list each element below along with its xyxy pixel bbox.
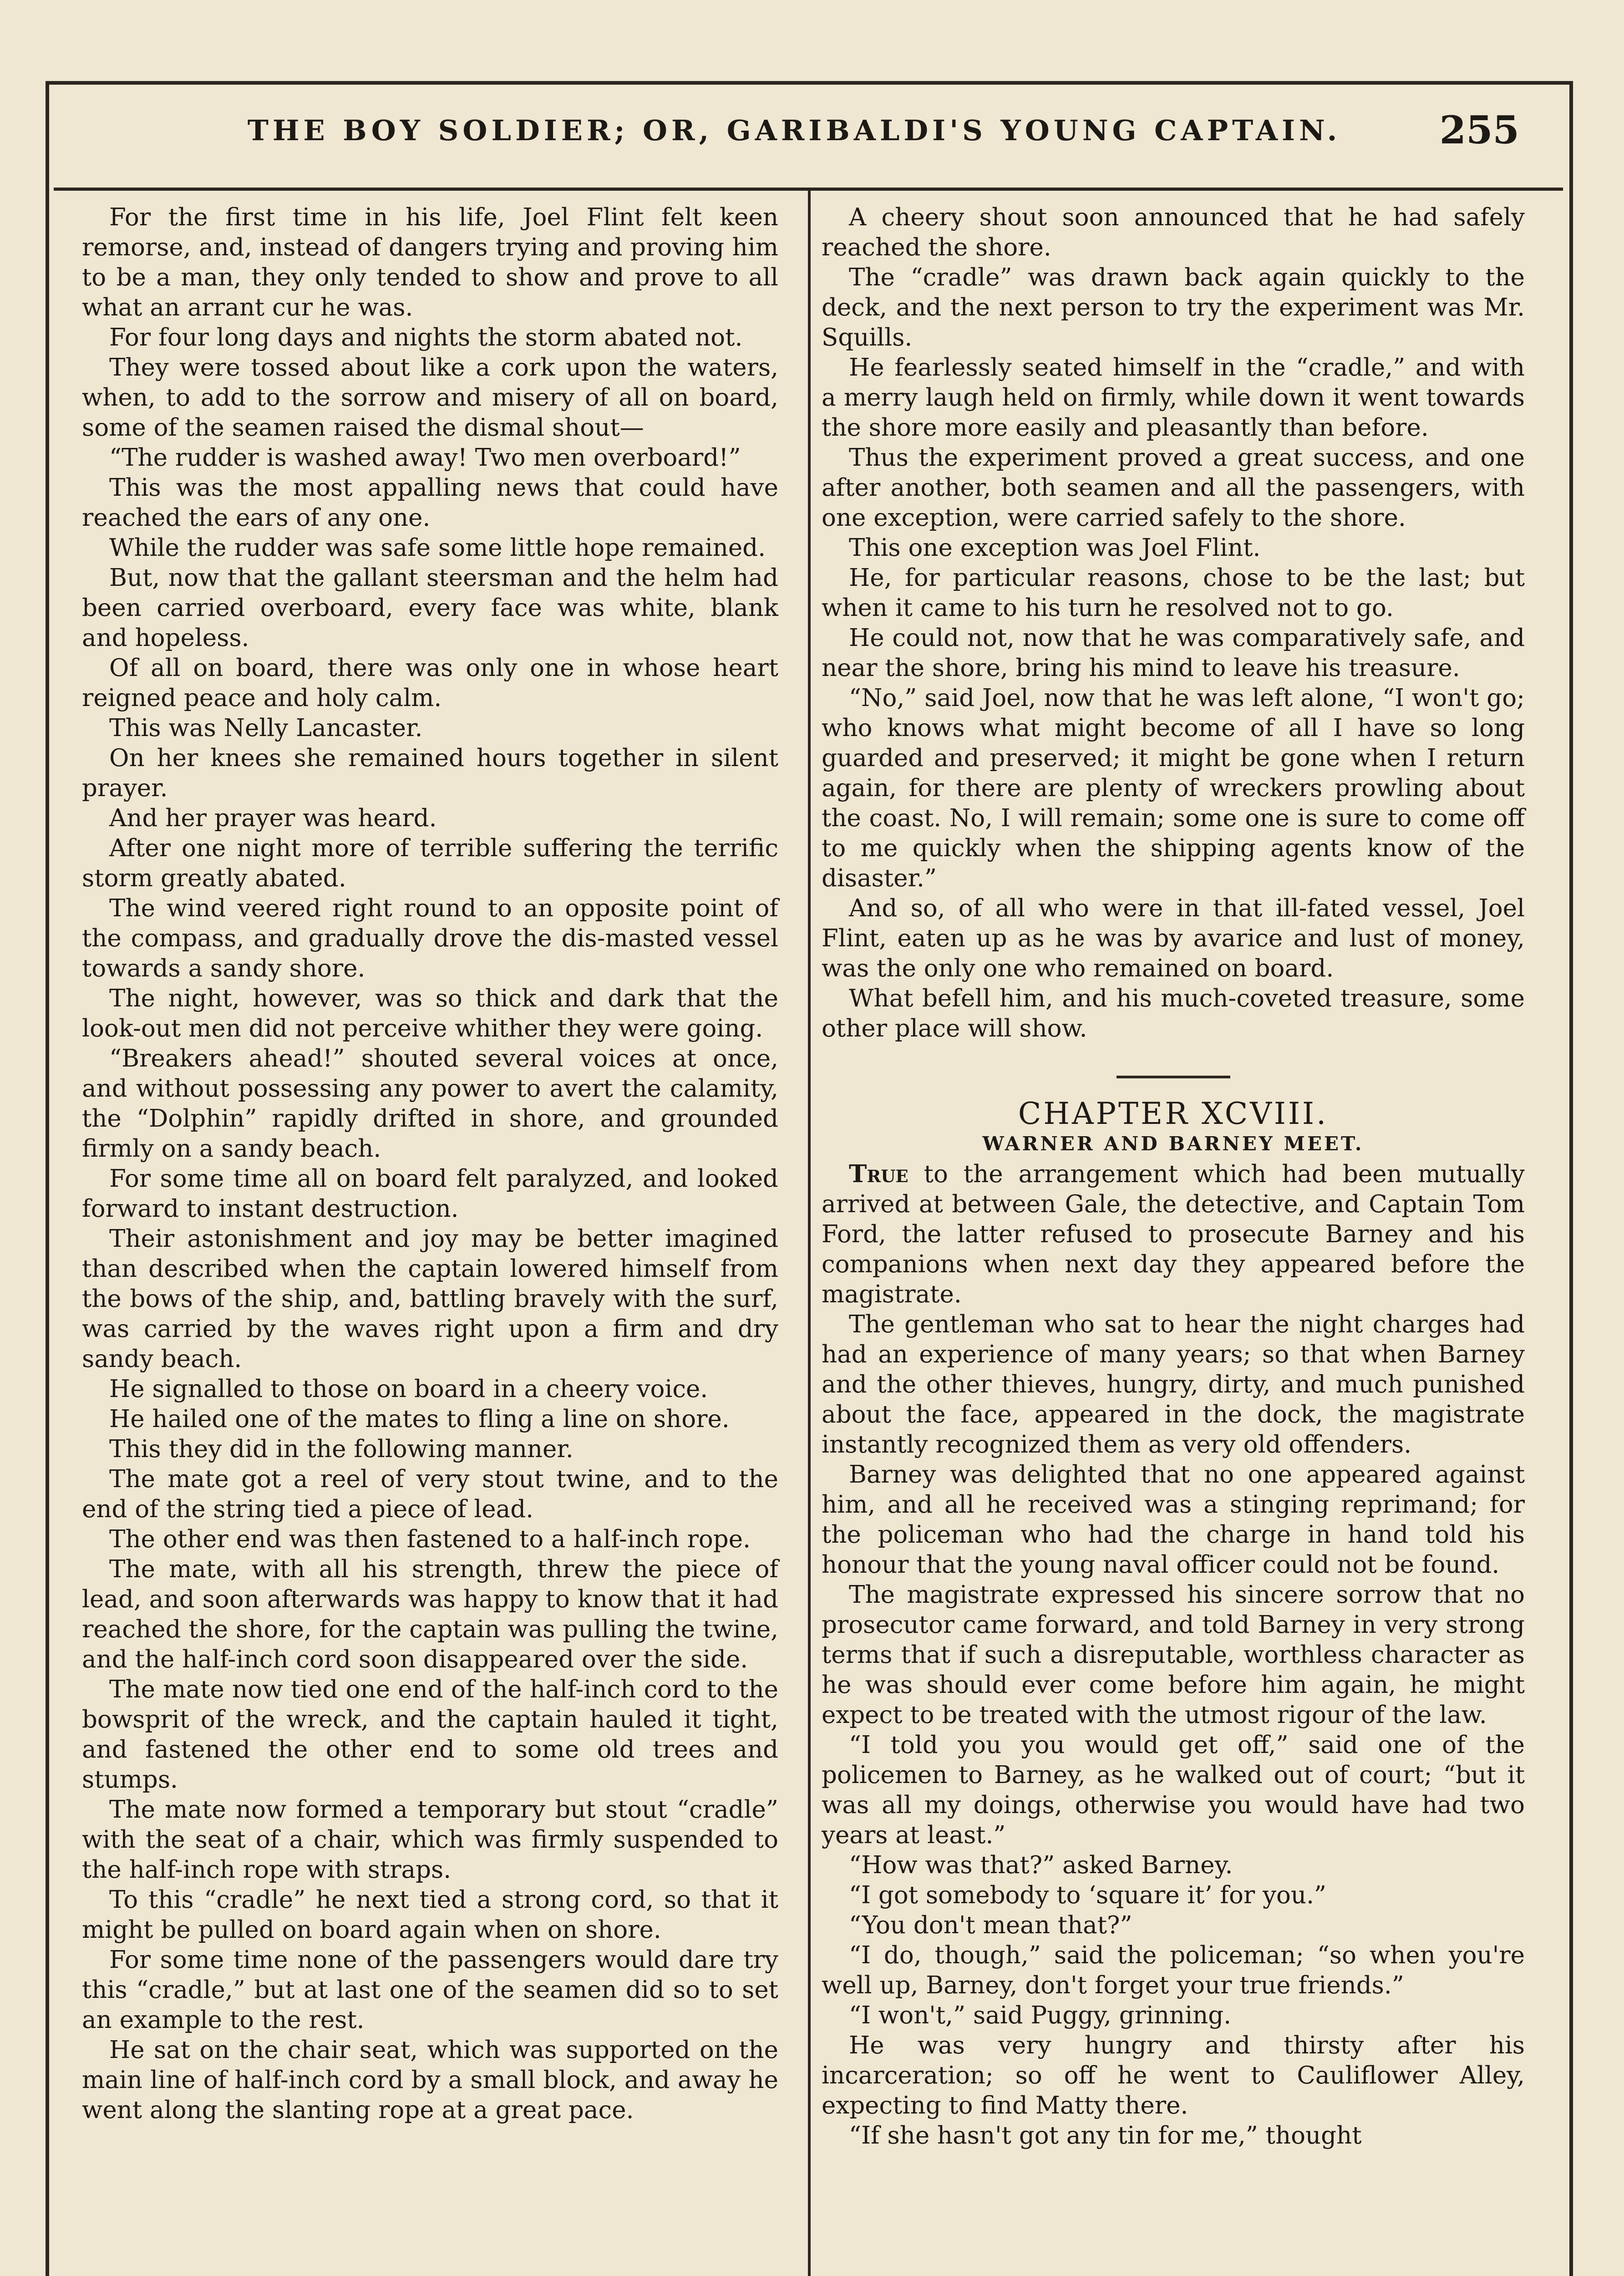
paragraph: He hailed one of the mates to fling a line on shore. — [109, 1405, 730, 1433]
paragraph: The mate got a reel of very stout twine, and to the end of the string tied a piece of lead. — [82, 1465, 778, 1523]
paragraph: While the rudder was safe some little hope remained. — [109, 534, 766, 562]
paragraph: He was very hungry and thirsty after his incarceration; so off he went to Cauliflower Alley, expecting to find Matty there. — [822, 2032, 1525, 2119]
paragraph: What befell him, and his much-coveted treasure, some other place will show. — [822, 985, 1525, 1042]
paragraph: And so, of all who were in that ill-fated vessel, Joel Flint, eaten up as he was by avarice and lust of money, was the only one who remained on board. — [822, 894, 1525, 982]
paragraph: He sat on the chair seat, which was supported on the main line of half-inch cord by a small block, and away he went along the slanting rope at a great pace. — [82, 2036, 778, 2124]
paragraph: Barney was delighted that no one appeared against him, and all he received was a stinging reprimand; for the policeman who had the charge in hand told his honour that the young naval officer could not be found. — [822, 1461, 1525, 1579]
paragraph: “I won't,” said Puggy, grinning. — [849, 2002, 1232, 2029]
paragraph: The mate now tied one end of the half-inch cord to the bowsprit of the wreck, and the captain hauled it tight, and fastened the other end to some old trees and stumps. — [82, 1676, 778, 1793]
right-column — [822, 203, 1525, 2151]
paragraph: The “cradle” was drawn back again quickly to the deck, and the next person to try the experiment was Mr. Squills. — [822, 264, 1525, 351]
chapter-first-paragraph-text: to the arrangement which had been mutually arrived at between Gale, the detective, and Captain Tom Ford, the latter refused to prosecute Barney and his companions when next day they appeared before the magistrate. — [822, 1160, 1525, 1308]
paragraph: He fearlessly seated himself in the “cradle,” and with a merry laugh held on firmly, while down it went towards the shore more easily and pleasantly than before. — [822, 354, 1525, 442]
paragraph: The mate, with all his strength, threw the piece of lead, and soon afterwards was happy to know that it had reached the shore, for the captain was pulling the twine, and the half-inch cord soon disappeared over the side. — [82, 1555, 778, 1673]
running-title: THE BOY SOLDIER; OR, GARIBALDI'S YOUNG CAPTAIN. — [247, 114, 1341, 147]
paragraph: For the first time in his life, Joel Flint felt keen remorse, and, instead of dangers trying and proving him to be a man, they only tended to show and prove to all what an arrant cur he was. — [82, 203, 778, 321]
paragraph: He could not, now that he was comparatively safe, and near the shore, bring his mind to leave his treasure. — [822, 624, 1525, 682]
paragraph: Their astonishment and joy may be better imagined than described when the captain lowered himself from the bows of the ship, and, battling bravely with the surf, was carried by the waves right upon a firm and dry sandy beach. — [82, 1225, 778, 1373]
page-number: 255 — [1439, 107, 1519, 152]
paragraph: The gentleman who sat to hear the night charges had had an experience of many years; so that when Barney and the other thieves, hungry, dirty, and much punished about the face, appeared in the dock, the magistrate instantly recognized them as very old offenders. — [822, 1311, 1525, 1458]
paragraph: The mate now formed a temporary but stout “cradle” with the seat of a chair, which was firmly suspended to the half-inch rope with straps. — [82, 1796, 778, 1884]
chapter-first-paragraph — [822, 1159, 1525, 1310]
paragraph: The wind veered right round to an opposite point of the compass, and gradually drove the dis-masted vessel towards a sandy shore. — [82, 894, 778, 982]
paragraph: “I told you you would get off,” said one of the policemen to Barney, as he walked out of court; “but it was all my doings, otherwise you would have had two years at least.” — [822, 1731, 1525, 1849]
paragraph: For some time all on board felt paralyzed, and looked forward to instant destruction. — [82, 1165, 778, 1223]
left-column — [82, 203, 778, 2125]
paragraph: This one exception was Joel Flint. — [849, 534, 1261, 562]
paragraph: He, for particular reasons, chose to be the last; but when it came to his turn he resolved not to go. — [822, 564, 1525, 622]
paragraph: For some time none of the passengers would dare try this “cradle,” but at last one of the seamen did so to set an example to the rest. — [82, 1946, 778, 2034]
chapter-separator — [1116, 1076, 1230, 1078]
paragraph: The other end was then fastened to a half-inch rope. — [109, 1525, 751, 1553]
paragraph: For four long days and nights the storm abated not. — [109, 324, 743, 351]
paragraph: This was the most appalling news that could have reached the ears of any one. — [82, 474, 778, 532]
paragraph: This was Nelly Lancaster. — [109, 714, 423, 742]
paragraph: After one night more of terrible suffering the terrific storm greatly abated. — [82, 834, 778, 892]
paragraph: “If she hasn't got any tin for me,” thought — [849, 2122, 1362, 2149]
right-column-top — [822, 203, 1525, 1044]
chapter-title: CHAPTER XCVIII. — [1018, 1096, 1329, 1131]
paragraph: “I got somebody to ‘square it’ for you.” — [849, 1881, 1327, 1909]
drop-word: True — [849, 1160, 908, 1188]
column-divider — [808, 189, 811, 2276]
paragraph: Thus the experiment proved a great success, and one after another, both seamen and all the passengers, with one exception, were carried safely to the shore. — [822, 444, 1525, 532]
paragraph: “How was that?” asked Barney. — [849, 1851, 1233, 1879]
paragraph: This they did in the following manner. — [109, 1435, 573, 1463]
paragraph: On her knees she remained hours together in silent prayer. — [82, 744, 778, 802]
chapter-subtitle: WARNER AND BARNEY MEET. — [982, 1133, 1364, 1155]
paragraph: “I do, though,” said the policeman; “so when you're well up, Barney, don't forget your true friends.” — [822, 1941, 1525, 1999]
paragraph: To this “cradle” he next tied a strong cord, so that it might be pulled on board again when on shore. — [82, 1886, 778, 1944]
paragraph: “You don't mean that?” — [849, 1911, 1132, 1939]
right-column-bottom — [822, 1310, 1525, 2151]
paragraph: He signalled to those on board in a cheery voice. — [109, 1375, 708, 1403]
paragraph: Of all on board, there was only one in whose heart reigned peace and holy calm. — [82, 654, 778, 712]
paragraph: “The rudder is washed away! Two men overboard!” — [109, 444, 741, 472]
paragraph: And her prayer was heard. — [109, 804, 437, 832]
paragraph: “Breakers ahead!” shouted several voices at once, and without possessing any power to avert the calamity, the “Dolphin” rapidly drifted in shore, and grounded firmly on a sandy beach. — [82, 1045, 778, 1163]
paragraph: The night, however, was so thick and dark that the look-out men did not perceive whither they were going. — [82, 985, 778, 1042]
paragraph: They were tossed about like a cork upon the waters, when, to add to the sorrow and misery of all on board, some of the seamen raised the dismal shout— — [82, 354, 778, 442]
paragraph: The magistrate expressed his sincere sorrow that no prosecutor came forward, and told Barney in very strong terms that if such a disreputable, worthless character as he was should ever come before him again, he might expect to be treated with the utmost rigour of the law. — [822, 1581, 1525, 1729]
paragraph: A cheery shout soon announced that he had safely reached the shore. — [822, 203, 1525, 261]
paragraph: But, now that the gallant steersman and the helm had been carried overboard, every face was white, blank and hopeless. — [82, 564, 778, 652]
paragraph: “No,” said Joel, now that he was left alone, “I won't go; who knows what might become of all I have so long guarded and preserved; it might be gone when I return again, for there are plenty of wreckers prowling about the coast. No, I will remain; some one is sure to come off to me quickly when the shipping agents know of the disaster.” — [822, 684, 1525, 892]
